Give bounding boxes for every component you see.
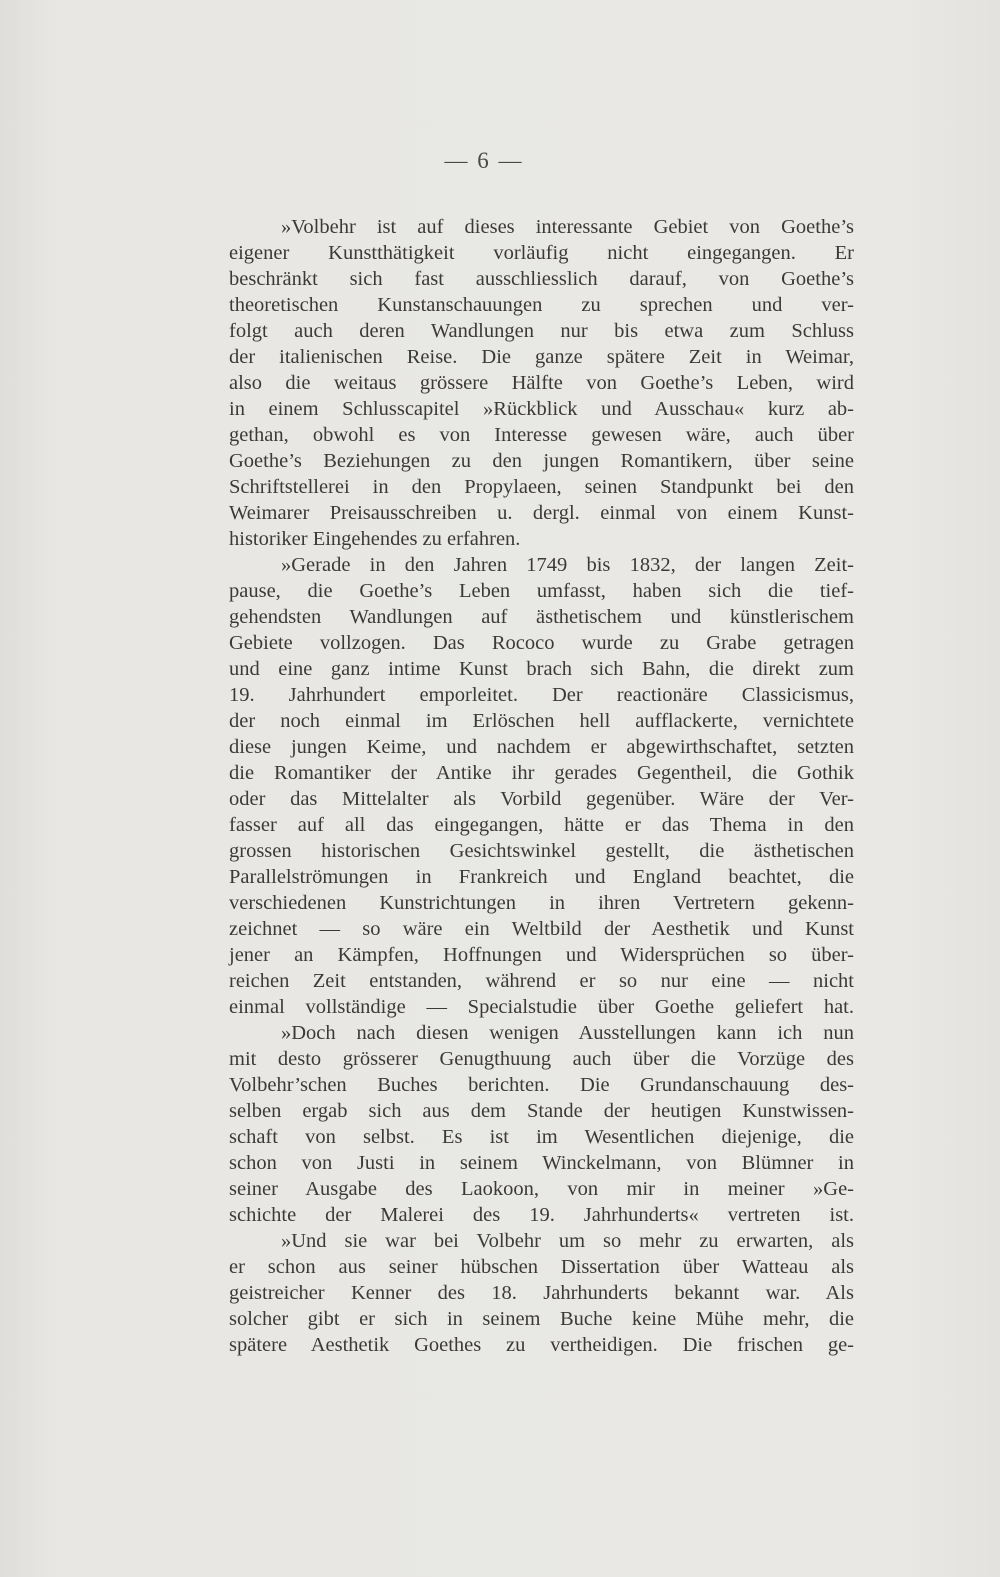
text-line: Goethe’s Beziehungen zu den jungen Romantikern, über seine [229,450,854,472]
text-line: jener an Kämpfen, Hoffnungen und Widersprüchen so über- [229,944,854,966]
text-line: selben ergab sich aus dem Stande der heutigen Kunstwissen- [229,1100,854,1122]
text-line: in einem Schlusscapitel »Rückblick und Ausschau« kurz ab- [229,398,854,420]
text-line: verschiedenen Kunstrichtungen in ihren Vertretern gekenn- [229,892,854,914]
text-line: gethan, obwohl es von Interesse gewesen wäre, auch über [229,424,854,446]
text-line: und eine ganz intime Kunst brach sich Bahn, die direkt zum [229,658,854,680]
body-text [229,214,854,1358]
text-line: mit desto grösserer Genugthuung auch über die Vorzüge des [229,1048,854,1070]
text-line: der italienischen Reise. Die ganze spätere Zeit in Weimar, [229,346,854,368]
text-line: die Romantiker der Antike ihr gerades Gegentheil, die Gothik [229,762,854,784]
text-line: der noch einmal im Erlöschen hell aufflackerte, vernichtete [229,710,854,732]
text-line: diese jungen Keime, und nachdem er abgewirthschaftet, setzten [229,736,854,758]
text-line: eigener Kunstthätigkeit vorläufig nicht eingegangen. Er [229,242,854,264]
text-line: »Gerade in den Jahren 1749 bis 1832, der langen Zeit- [281,554,854,576]
text-line: grossen historischen Gesichtswinkel gestellt, die ästhetischen [229,840,854,862]
text-line: schaft von selbst. Es ist im Wesentlichen diejenige, die [229,1126,854,1148]
text-line: einmal vollständige — Specialstudie über Goethe geliefert hat. [229,996,854,1018]
text-line: Volbehr’schen Buches berichten. Die Grundanschauung des- [229,1074,854,1096]
text-line: Weimarer Preisausschreiben u. dergl. einmal von einem Kunst- [229,502,854,524]
text-line: er schon aus seiner hübschen Dissertation über Watteau als [229,1256,854,1278]
text-line: theoretischen Kunstanschauungen zu sprechen und ver- [229,294,854,316]
text-line: »Volbehr ist auf dieses interessante Gebiet von Goethe’s [281,216,854,238]
text-line: fasser auf all das eingegangen, hätte er das Thema in den [229,814,854,836]
text-line: schichte der Malerei des 19. Jahrhunderts« vertreten ist. [229,1204,854,1226]
text-line: also die weitaus grössere Hälfte von Goethe’s Leben, wird [229,372,854,394]
text-line: zeichnet — so wäre ein Weltbild der Aesthetik und Kunst [229,918,854,940]
text-line: beschränkt sich fast ausschliesslich darauf, von Goethe’s [229,268,854,290]
text-line: historiker Eingehendes zu erfahren. [229,528,521,550]
text-line: oder das Mittelalter als Vorbild gegenüber. Wäre der Ver- [229,788,854,810]
text-line: Schriftstellerei in den Propylaeen, seinen Standpunkt bei den [229,476,854,498]
text-line: schon von Justi in seinem Winckelmann, von Blümner in [229,1152,854,1174]
text-line: pause, die Goethe’s Leben umfasst, haben sich die tief- [229,580,854,602]
page-number: — 6 — [444,148,524,173]
text-line: 19. Jahrhundert emporleitet. Der reactionäre Classicismus, [229,684,854,706]
text-line: solcher gibt er sich in seinem Buche keine Mühe mehr, die [229,1308,854,1330]
text-line: Parallelströmungen in Frankreich und England beachtet, die [229,866,854,888]
text-line: gehendsten Wandlungen auf ästhetischem und künstlerischem [229,606,854,628]
text-line: spätere Aesthetik Goethes zu vertheidigen. Die frischen ge- [229,1334,854,1356]
text-line: Gebiete vollzogen. Das Rococo wurde zu Grabe getragen [229,632,854,654]
text-line: folgt auch deren Wandlungen nur bis etwa zum Schluss [229,320,854,342]
text-line: reichen Zeit entstanden, während er so nur eine — nicht [229,970,854,992]
text-line: »Und sie war bei Volbehr um so mehr zu erwarten, als [281,1230,854,1252]
text-line: »Doch nach diesen wenigen Ausstellungen kann ich nun [281,1022,854,1044]
text-line: seiner Ausgabe des Laokoon, von mir in meiner »Ge- [229,1178,854,1200]
text-line: geistreicher Kenner des 18. Jahrhunderts bekannt war. Als [229,1282,854,1304]
